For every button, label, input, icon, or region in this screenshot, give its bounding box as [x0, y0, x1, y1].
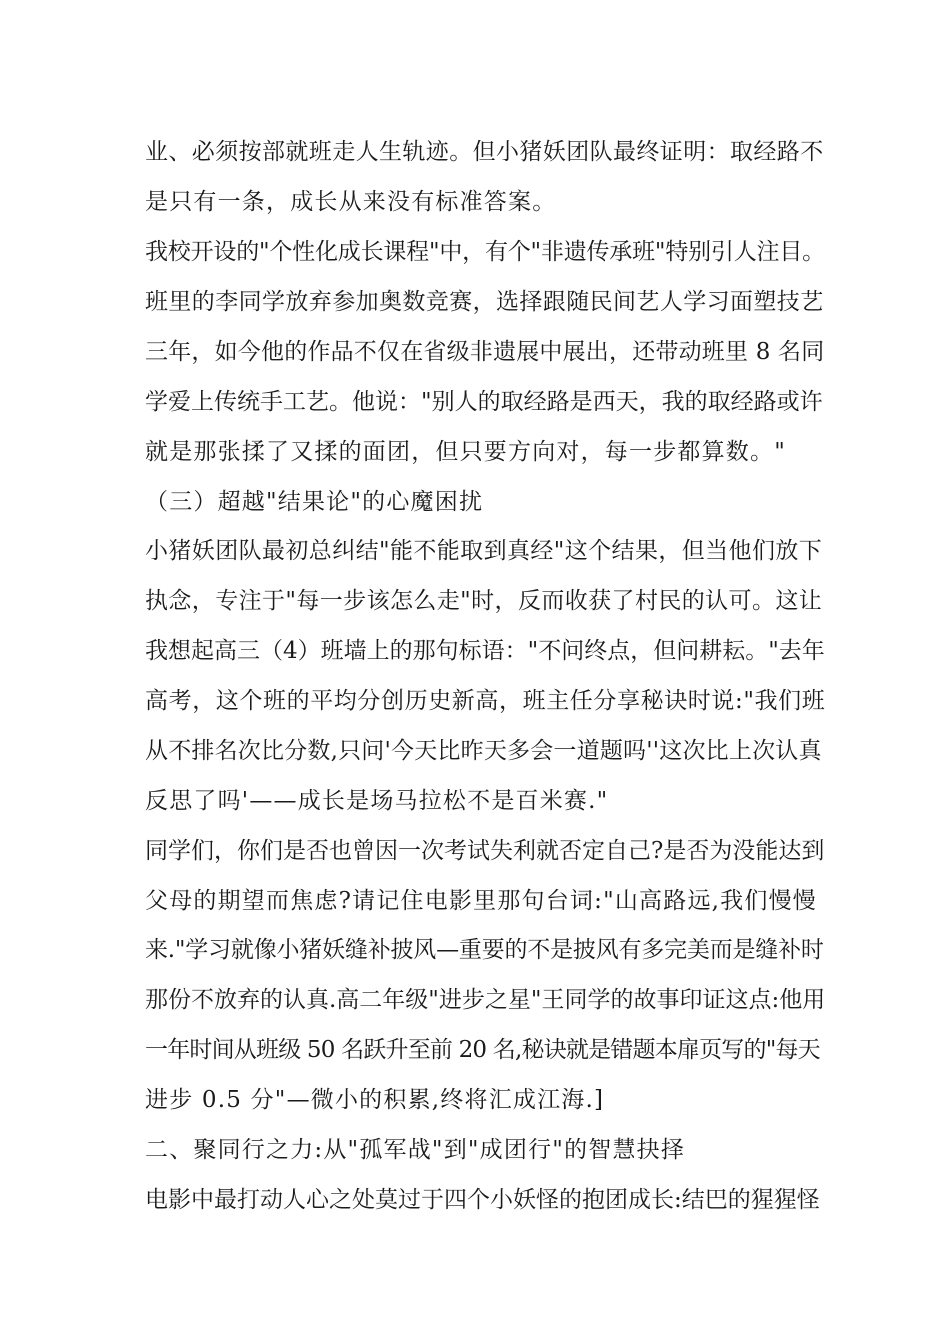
text-line-7: 就是那张揉了又揉的面团，但只要方向对，每一步都算数。": [145, 439, 786, 465]
text-line-15: 同学们，你们是否也曾因一次考试失利就否定自己?是否为没能达到: [145, 838, 825, 864]
text-line-10: 执念，专注于"每一步该怎么走"时，反而收获了村民的认可。这让: [145, 588, 823, 614]
text-line-17: 来."学习就像小猪妖缝补披风—重要的不是披风有多完美而是缝补时: [145, 937, 824, 963]
text-line-16: 父母的期望而焦虑?请记住电影里那句台词:"山高路远,我们慢慢: [145, 888, 817, 914]
text-line-13: 从不排名次比分数,只问'今天比昨天多会一道题吗''这次比上次认真: [145, 738, 822, 764]
text-line-6: 学爱上传统手工艺。他说："别人的取经路是西天，我的取经路或许: [145, 389, 823, 415]
text-line-9: 小猪妖团队最初总纠结"能不能取到真经"这个结果，但当他们放下: [145, 538, 823, 564]
text-line-4: 班里的李同学放弃参加奥数竞赛，选择跟随民间艺人学习面塑技艺: [145, 289, 824, 315]
text-line-20: 进步 0.5 分"—微小的积累,终将汇成江海.]: [145, 1087, 605, 1113]
text-line-3: 我校开设的"个性化成长课程"中，有个"非遗传承班"特别引人注目。: [145, 239, 825, 265]
chapter-heading: 二、聚同行之力:从"孤军战"到"成团行"的智慧抉择: [145, 1137, 686, 1163]
text-line-2: 是只有一条，成长从来没有标准答案。: [145, 189, 557, 215]
text-line-18: 那份不放弃的认真.高二年级"进步之星"王同学的故事印证这点:他用: [145, 987, 826, 1013]
section-heading: （三）超越"结果论"的心魔困扰: [145, 489, 484, 515]
text-line-1: 业、必须按部就班走人生轨迹。但小猪妖团队最终证明：取经路不: [145, 139, 824, 165]
text-line-12: 高考，这个班的平均分创历史新高，班主任分享秘诀时说:"我们班: [145, 688, 826, 714]
text-line-19: 一年时间从班级 50 名跃升至前 20 名,秘诀就是错题本扉页写的"每天: [145, 1037, 820, 1063]
text-line-22: 电影中最打动人心之处莫过于四个小妖怪的抱团成长:结巴的猩猩怪: [145, 1187, 820, 1213]
text-line-5: 三年，如今他的作品不仅在省级非遗展中展出，还带动班里 8 名同: [145, 339, 825, 365]
text-line-11: 我想起高三（4）班墙上的那句标语："不问终点，但问耕耘。"去年: [145, 638, 825, 664]
text-line-14: 反思了吗'——成长是场马拉松不是百米赛.": [145, 788, 609, 814]
